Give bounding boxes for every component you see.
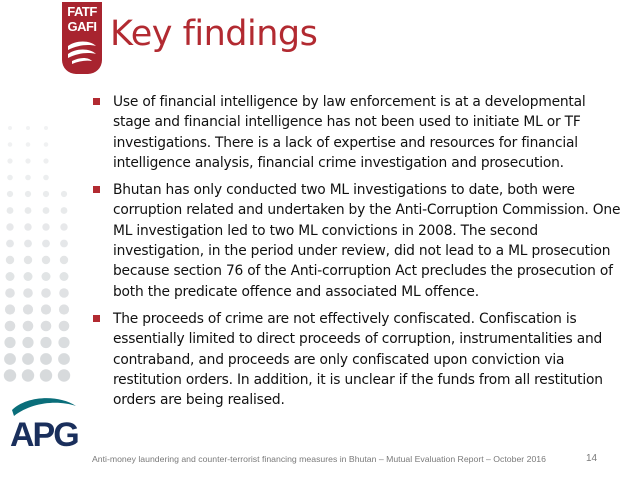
decorative-dot [44, 142, 49, 147]
decorative-dot [59, 321, 70, 332]
decorative-dot [5, 304, 15, 314]
decorative-dot [22, 369, 34, 381]
apg-logo-text: APG [10, 416, 78, 452]
decorative-dot [5, 288, 15, 298]
decorative-dot [6, 223, 13, 230]
finding-text: Use of financial intelligence by law enforcement is at a developmental stage and financial intelligence has not been used to initiate ML or TF investigations. There is a lack of expertise and resources for financial intelligence analysis, financial crime investigation and prosecution. [113, 94, 586, 171]
decorative-dot [6, 272, 15, 281]
decorative-dot [43, 191, 49, 197]
decorative-dot [4, 337, 15, 348]
decorative-dot [40, 369, 52, 381]
decorative-dot [43, 207, 50, 214]
finding-text: The proceeds of crime are not effectively confiscated. Confiscation is essentially limited to direct proceeds of corruption, instrumentalities and contraband, and proceeds are only confiscated upon conviction via restitution orders. In addition, it is unclear if the funds from all restitution orders are being realised. [113, 310, 603, 409]
decorative-dot [25, 175, 31, 181]
decorative-dot [42, 223, 49, 230]
decorative-dot [60, 272, 69, 281]
decorative-dot [44, 126, 48, 130]
decorative-dot [4, 369, 16, 381]
logo-text-gafi: GAFI [67, 19, 97, 34]
findings-list [92, 92, 622, 417]
decorative-dot [26, 142, 31, 147]
square-bullet-icon [93, 186, 100, 193]
decorative-dot [6, 256, 14, 264]
decorative-dot [23, 288, 33, 298]
slide-title: Key findings [110, 14, 318, 54]
decorative-dot [24, 256, 32, 264]
decorative-dot [5, 321, 16, 332]
decorative-dot [8, 142, 13, 147]
decorative-dot [41, 288, 51, 298]
decorative-dot [40, 353, 52, 365]
finding-bullet-3 [92, 309, 622, 410]
decorative-dot [61, 191, 67, 197]
square-bullet-icon [93, 98, 100, 105]
decorative-dot [59, 288, 69, 298]
finding-text: Bhutan has only conducted two ML investigations to date, both were corruption related and undertaken by the Anti-Corruption Commission. One ML investigation led to two ML convictions in 2008. The second investigation, in the period under review, did not lead to a ML prosecution because section 76 of the Anti-corruption Act precludes the prosecution of both the predicate offence and associated ML offence. [113, 182, 621, 300]
decorative-dot [58, 337, 69, 348]
footer-text: Anti-money laundering and counter-terrorist financing measures in Bhutan – Mutual Evaluation Report – October 2016 [92, 454, 546, 464]
decorative-dot [7, 191, 13, 197]
decorative-dot [25, 207, 32, 214]
decorative-dot [24, 240, 32, 248]
decorative-dot [26, 126, 30, 130]
decorative-dot [8, 126, 12, 130]
decorative-dot [60, 223, 67, 230]
decorative-dot [7, 175, 13, 181]
decorative-dot [58, 369, 70, 381]
decorative-dot [25, 158, 30, 163]
decorative-dot [58, 353, 70, 365]
decorative-dot [7, 207, 14, 214]
decorative-dot [7, 158, 12, 163]
decorative-dot [4, 353, 16, 365]
decorative-dot [43, 175, 49, 181]
apg-logo [8, 392, 80, 452]
finding-bullet-1 [92, 92, 622, 173]
decorative-dot [42, 256, 50, 264]
decorative-dot [41, 321, 52, 332]
decorative-dot [23, 304, 33, 314]
decorative-dot [43, 158, 48, 163]
decorative-dot [41, 304, 51, 314]
finding-bullet-2 [92, 180, 622, 302]
decorative-dot [42, 272, 51, 281]
fatf-gafi-logo [62, 2, 102, 74]
decorative-dot [24, 223, 31, 230]
logo-swirl-icon [62, 38, 102, 70]
decorative-dot [6, 240, 14, 248]
square-bullet-icon [93, 315, 100, 322]
decorative-dot [22, 353, 34, 365]
decorative-dot [60, 240, 68, 248]
decorative-dot [60, 256, 68, 264]
decorative-dot [24, 272, 33, 281]
logo-text-fatf: FATF [67, 4, 97, 19]
decorative-dot [22, 337, 33, 348]
decorative-dot [59, 304, 69, 314]
decorative-dot [61, 207, 68, 214]
decorative-dot [42, 240, 50, 248]
apg-side-text: c-20 [0, 448, 20, 459]
decorative-dot [25, 191, 31, 197]
decorative-dot [40, 337, 51, 348]
page-number: 14 [586, 453, 598, 464]
decorative-dot [23, 321, 34, 332]
